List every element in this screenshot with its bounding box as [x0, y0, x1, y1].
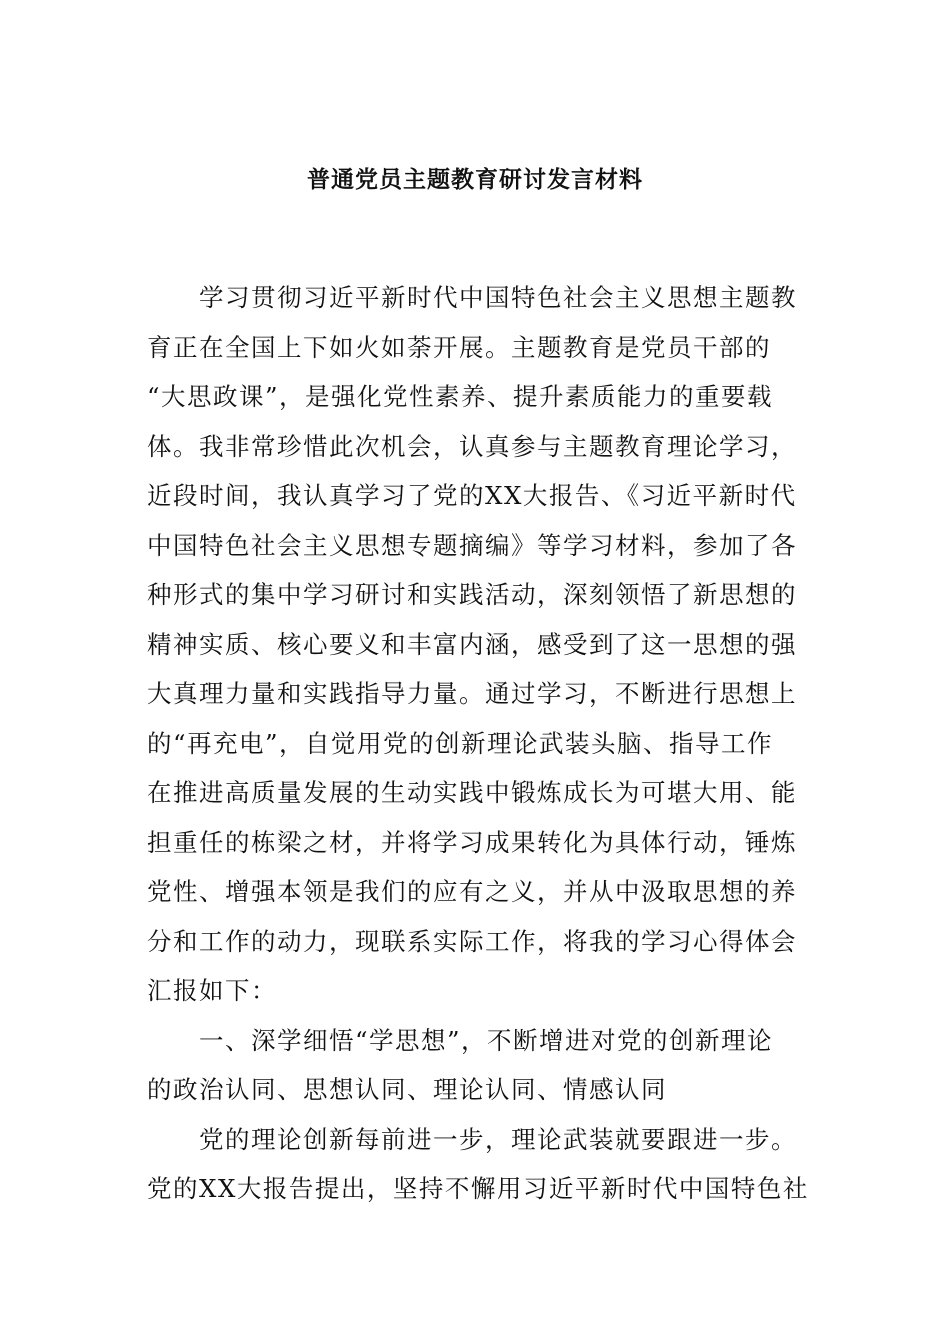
body-line: 在推进高质量发展的生动实践中锻炼成长为可堪大用、能 [147, 778, 797, 807]
body-line: 学习贯彻习近平新时代中国特色社会主义思想主题教 [199, 283, 797, 312]
body-line: 育正在全国上下如火如荼开展。主题教育是党员干部的 [147, 332, 771, 362]
body-line: 党的理论创新每前进一步，理论武装就要跟进一步。 [199, 1124, 797, 1154]
section-heading-line: 一、深学细悟“学思想”，不断增进对党的创新理论 [199, 1025, 774, 1055]
body-line: 体。我非常珍惜此次机会，认真参与主题教育理论学习， [147, 431, 797, 461]
body-line: 近段时间，我认真学习了党的XX大报告、《习近平新时代 [147, 481, 797, 510]
body-line: 党性、增强本领是我们的应有之义，并从中汲取思想的养 [147, 877, 797, 906]
body-line: 中国特色社会主义思想专题摘编》等学习材料，参加了各 [147, 530, 797, 560]
body-line: “大思政课”，是强化党性素养、提升素质能力的重要载 [147, 382, 774, 411]
body-line: 的“再充电”，自觉用党的创新理论武装头脑、指导工作 [147, 728, 774, 758]
body-line: 大真理力量和实践指导力量。通过学习，不断进行思想上 [147, 679, 797, 708]
section-heading-line: 的政治认同、思想认同、理论认同、情感认同 [147, 1075, 667, 1104]
document-body [147, 273, 807, 1214]
body-line: 精神实质、核心要义和丰富内涵，感受到了这一思想的强 [147, 629, 797, 659]
body-line: 担重任的栋梁之材，并将学习成果转化为具体行动，锤炼 [147, 827, 797, 857]
body-line: 分和工作的动力，现联系实际工作，将我的学习心得体会 [147, 926, 797, 956]
document-title: 普通党员主题教育研讨发言材料 [307, 166, 643, 193]
body-line: 汇报如下： [147, 976, 277, 1005]
body-line: 种形式的集中学习研讨和实践活动，深刻领悟了新思想的 [147, 580, 797, 609]
body-line: 党的XX大报告提出，坚持不懈用习近平新时代中国特色社 [147, 1174, 809, 1203]
